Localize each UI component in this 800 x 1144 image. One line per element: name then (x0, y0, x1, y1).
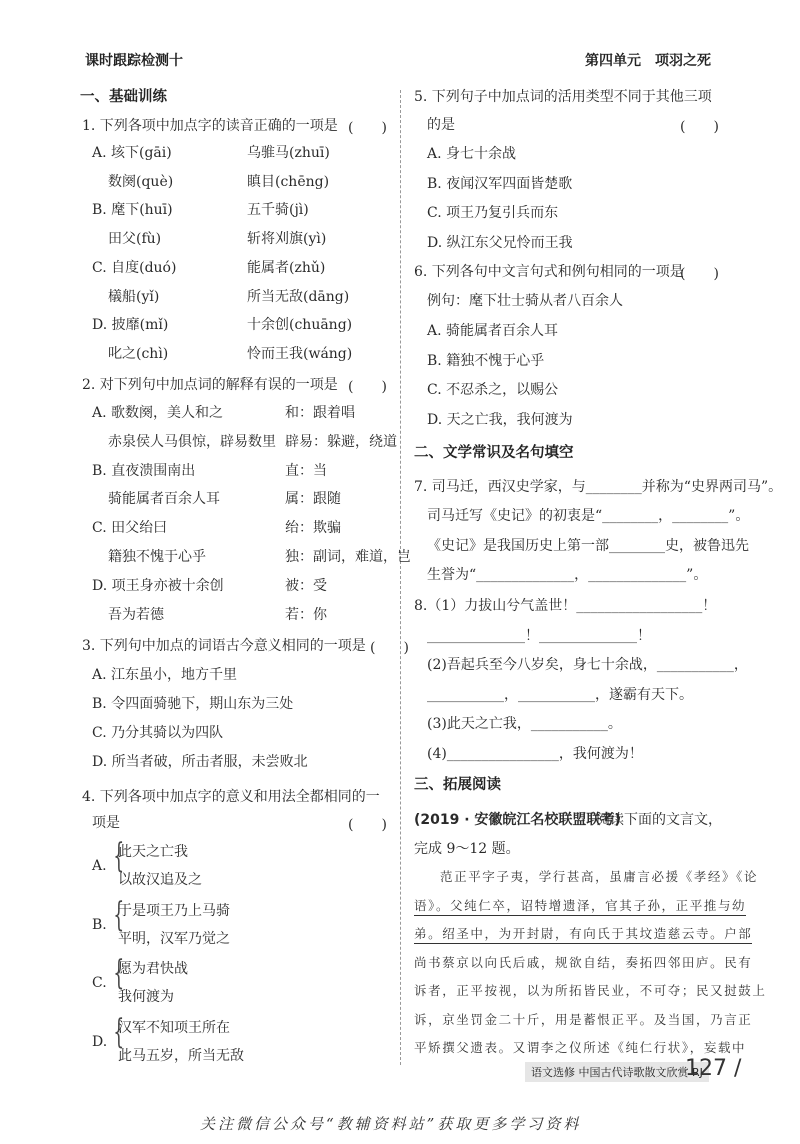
question-stem: 2. 对下列句中加点词的解释有误的一项是 (82, 377, 338, 393)
option-text: 被：受 (285, 577, 327, 594)
option-text: B. 籍独不愧于心乎 (427, 352, 545, 369)
option-text: 独：副词，难道，岂 (285, 549, 411, 565)
section-heading: 三、拓展阅读 (414, 777, 501, 793)
option-text: C. 田父绐曰 (92, 520, 168, 537)
fill-blank-line: 8.（1）力拔山兮气盖世！__________________！ (414, 598, 717, 614)
option-text: 骑能属者百余人耳 (108, 491, 220, 508)
passage-intro: 完成 9～12 题。 (414, 841, 520, 857)
option-text: B. 麾下(huī) (92, 202, 173, 219)
option-text: 籍独不愧于心乎 (108, 549, 206, 565)
fill-blank-line: (2)吾起兵至今八岁矣，身七十余战，___________， (427, 657, 748, 673)
option-text: C. 自度(duó) (92, 259, 177, 276)
passage-line: 范正平字子夷，学行甚高，虽庸言必援《孝经》《论 (440, 869, 759, 884)
question-stem: 6. 下列各句中文言句式和例句相同的一项是 (414, 264, 684, 280)
fill-blank-line: 司马迁写《史记》的初衷是“________，________”。 (427, 508, 750, 525)
option-label: B. (92, 916, 107, 933)
option-text: D. 项王身亦被十余创 (92, 577, 224, 594)
option-text: 乌骓马(zhuī) (247, 145, 330, 161)
passage-line: 诉，京坐罚金二十斤，用是蓄恨正平。及当国，乃言正 (414, 1011, 753, 1027)
passage-line: 尚书蔡京以向氏后戚，规欲自结，奏拓四邻田庐。民有 (414, 954, 753, 970)
option-text: D. 所当者破，所击者服，未尝败北 (92, 754, 308, 770)
option-text: D. 纵江东父兄怜而王我 (427, 235, 573, 252)
fill-blank-line: (3)此天之亡我，___________。 (427, 716, 622, 732)
passage-source: (2019 · 安徽皖江名校联盟联考) (414, 812, 621, 828)
brace-icon: { (113, 894, 125, 935)
answer-paren: ( ) (680, 119, 719, 135)
fill-blank-line: 生誉为“______________，______________”。 (427, 566, 708, 583)
question-stem: 的是 (427, 117, 455, 133)
option-text: 辟易：躲避，绕道 (285, 433, 397, 450)
answer-paren: ( ) (680, 266, 719, 282)
column-divider (400, 90, 401, 1065)
option-text: 愿为君快战 (118, 961, 188, 977)
option-text: C. 项王乃复引兵而东 (427, 205, 559, 222)
question-stem: 4. 下列各项中加点字的意义和用法全都相同的一 (82, 789, 380, 805)
question-stem: 3. 下列句中加点的词语古今意义相同的一项是 (82, 638, 366, 654)
fill-blank-line: ___________，___________，遂霸有天下。 (427, 686, 693, 703)
option-text: C. 不忍杀之，以赐公 (427, 382, 559, 398)
option-text: B. 令四面骑驰下，期山东为三处 (92, 696, 294, 712)
passage-line: 弟。绍圣中，为开封尉，有向氏于其坟造慈云寺。户部 (414, 925, 752, 944)
example-sentence: 例句：麾下壮士骑从者八百余人 (427, 293, 623, 309)
option-text: 数阕(què) (108, 173, 174, 190)
answer-paren: ( ) (348, 817, 387, 833)
option-text: 此马五岁，所当无敌 (118, 1047, 244, 1064)
answer-paren: ( ) (348, 120, 387, 136)
option-text: 于是项王乃上马骑 (118, 902, 230, 919)
brace-icon: { (113, 953, 125, 993)
passage-line: 平矫撰父遗表。又谓李之仪所述《纯仁行状》，妄载中 (414, 1040, 747, 1055)
option-label: D. (92, 1033, 108, 1050)
fill-blank-line: ______________！______________！ (427, 627, 651, 644)
question-stem: 项是 (92, 815, 120, 831)
brace-icon: { (113, 836, 125, 876)
answer-paren: ( ) (348, 379, 387, 395)
watermark: 关注微信公众号“教辅资料站”获取更多学习资料 (200, 1115, 582, 1133)
section-heading: 一、基础训练 (80, 89, 167, 105)
question-stem: 1. 下列各项中加点字的读音正确的一项是 (82, 118, 338, 134)
question-stem: 5. 下列句子中加点词的活用类型不同于其他三项 (414, 89, 712, 105)
option-text: 赤泉侯人马俱惊，辟易数里 (108, 433, 276, 450)
fill-blank-line: (4)________________，我何渡为！ (427, 745, 643, 762)
option-text: 叱之(chì) (108, 345, 169, 362)
fill-blank-line: 7. 司马迁，西汉史学家，与________并称为“史界两司马”。 (414, 479, 783, 495)
option-text: A. 垓下(gāi) (92, 145, 172, 161)
option-text: 此天之亡我 (118, 844, 188, 860)
option-text: 绐：欺骗 (285, 520, 341, 537)
brace-icon: { (113, 1011, 125, 1052)
worksheet-title: 课时跟踪检测十 (85, 53, 183, 69)
book-label: 语文选修 中国古代诗歌散文欣赏 RJ (525, 1062, 709, 1082)
option-text: 十余创(chuāng) (247, 317, 353, 334)
option-label: A. (92, 858, 107, 874)
option-text: 所当无敌(dāng) (247, 288, 350, 305)
option-text: A. 身七十余战 (427, 146, 517, 162)
option-text: 檥船(yǐ) (108, 288, 160, 305)
option-text: 能属者(zhǔ) (247, 259, 326, 276)
option-text: 我何渡为 (118, 989, 174, 1005)
option-text: 和：跟着唱 (285, 405, 355, 421)
option-text: A. 歌数阕，美人和之 (92, 405, 224, 421)
answer-paren: ( ) (370, 640, 409, 656)
option-text: 平明，汉军乃觉之 (118, 930, 230, 947)
option-text: 汉军不知项王所在 (118, 1019, 230, 1036)
passage-line: 语》。父纯仁卒，诏特增遗泽，官其子孙，正平推与幼 (414, 897, 746, 916)
option-text: 田父(fù) (108, 231, 162, 248)
passage-intro: 阅读下面的文言文， (596, 812, 722, 828)
option-text: 属：跟随 (285, 491, 341, 508)
page-number: 127 / (685, 1056, 742, 1081)
fill-blank-line: 《史记》是我国历史上第一部________史，被鲁迅先 (427, 537, 749, 554)
option-text: C. 乃分其骑以为四队 (92, 725, 224, 741)
option-text: D. 天之亡我，我何渡为 (427, 411, 573, 428)
option-text: B. 直夜溃围南出 (92, 462, 196, 479)
option-label: C. (92, 975, 107, 991)
option-text: 若：你 (285, 606, 327, 623)
option-text: 吾为若德 (108, 606, 164, 623)
unit-title: 第四单元 项羽之死 (585, 53, 711, 69)
option-text: D. 披靡(mǐ) (92, 317, 169, 334)
option-text: 五千骑(jì) (247, 202, 309, 219)
option-text: 斩将刈旗(yì) (247, 231, 327, 248)
section-heading: 二、文学常识及名句填空 (414, 445, 574, 461)
option-text: 瞋目(chēng) (247, 173, 330, 190)
passage-line: 诉者，正平按视，以为所拓皆民业，不可夺；民又挝鼓上 (414, 983, 767, 998)
option-text: 怜而王我(wáng) (247, 345, 353, 362)
option-text: A. 骑能属者百余人耳 (427, 323, 559, 339)
option-text: 直：当 (285, 462, 327, 479)
option-text: A. 江东虽小，地方千里 (92, 667, 238, 683)
option-text: B. 夜闻汉军四面皆楚歌 (427, 175, 573, 192)
option-text: 以故汉追及之 (118, 872, 202, 888)
